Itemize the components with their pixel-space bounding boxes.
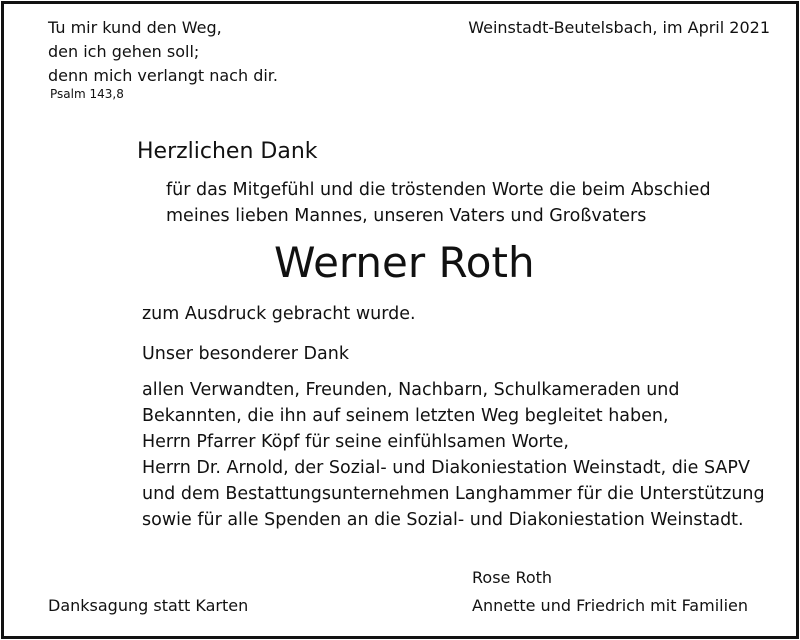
- intro-line: meines lieben Mannes, unseren Vaters und Großvaters: [166, 206, 647, 226]
- special-thanks-line: Herrn Pfarrer Köpf für seine einfühlsamen Worte,: [142, 432, 569, 452]
- place-date: Weinstadt-Beutelsbach, im April 2021: [468, 18, 770, 37]
- special-thanks-line: und dem Bestattungsunternehmen Langhammer für die Unterstützung: [142, 484, 765, 504]
- intro-line: für das Mitgefühl und die tröstenden Worte die beim Abschied: [166, 180, 711, 200]
- footer-note: Danksagung statt Karten: [48, 596, 249, 615]
- verse-source: Psalm 143,8: [50, 87, 124, 101]
- special-thanks-heading: Unser besonderer Dank: [142, 344, 349, 364]
- expressed-line: zum Ausdruck gebracht wurde.: [142, 304, 416, 324]
- signature-line: Annette und Friedrich mit Familien: [472, 596, 749, 615]
- special-thanks-line: sowie für alle Spenden an die Sozial- und Diakoniestation Weinstadt.: [142, 510, 744, 530]
- verse-line: denn mich verlangt nach dir.: [48, 66, 278, 85]
- signature-line: Rose Roth: [472, 568, 553, 587]
- special-thanks-line: Herrn Dr. Arnold, der Sozial- und Diakoniestation Weinstadt, die SAPV: [142, 458, 750, 478]
- heading: Herzlichen Dank: [137, 139, 318, 164]
- verse-line: den ich gehen soll;: [48, 42, 200, 61]
- special-thanks-line: Bekannten, die ihn auf seinem letzten Weg begleitet haben,: [142, 406, 669, 426]
- deceased-name: Werner Roth: [274, 238, 535, 287]
- verse-line: Tu mir kund den Weg,: [48, 18, 222, 37]
- special-thanks-line: allen Verwandten, Freunden, Nachbarn, Schulkameraden und: [142, 380, 680, 400]
